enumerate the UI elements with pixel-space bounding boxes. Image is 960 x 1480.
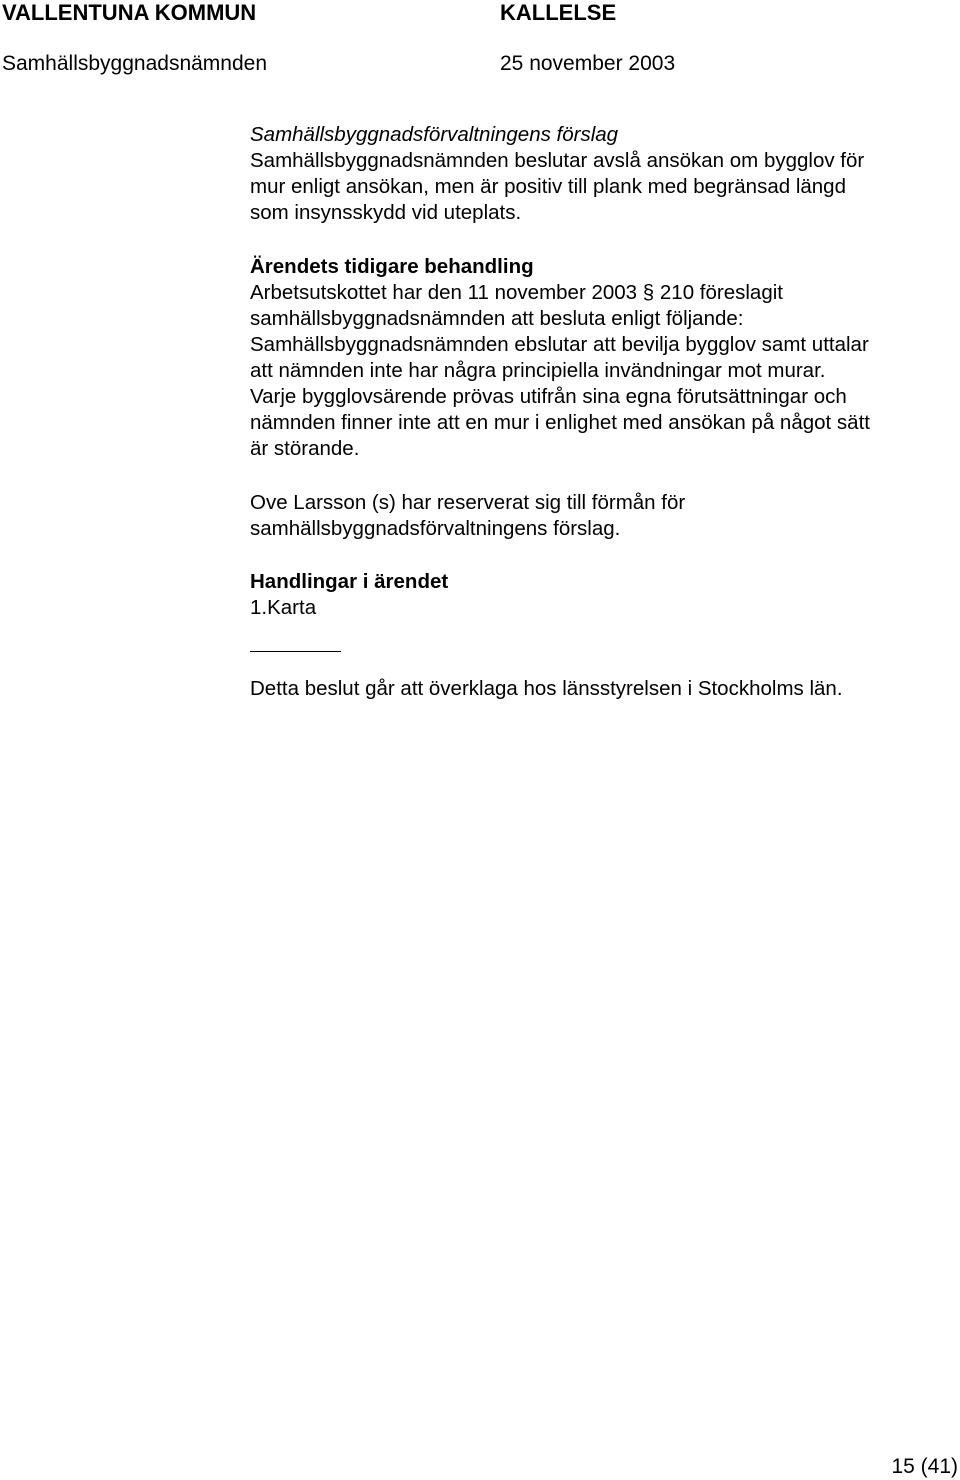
reservation-line: samhällsbyggnadsförvaltningens förslag. bbox=[250, 517, 621, 540]
proposal-line: som insynsskydd vid uteplats. bbox=[250, 201, 522, 224]
history-line1-start: Arbetsutskottet har den 11 november 2003 bbox=[250, 281, 638, 304]
committee-name: Samhällsbyggnadsnämnden bbox=[2, 52, 268, 75]
document-item: 1.Karta bbox=[250, 596, 317, 619]
proposal-section bbox=[250, 122, 950, 226]
proposal-line: mur enligt ansökan, men är positiv till plank med begränsad längd bbox=[250, 175, 846, 198]
separator-rule bbox=[250, 651, 341, 652]
proposal-heading: Samhällsbyggnadsförvaltningens förslag bbox=[250, 123, 619, 146]
document-type: KALLELSE bbox=[500, 0, 617, 25]
org-name: VALLENTUNA KOMMUN bbox=[2, 0, 257, 25]
history-line: Samhällsbyggnadsnämnden ebslutar att bevilja bygglov samt uttalar bbox=[250, 333, 869, 356]
history-line bbox=[250, 280, 950, 306]
documents-section bbox=[250, 569, 950, 621]
history-line1-end: 210 föreslagit bbox=[659, 281, 783, 304]
history-line: att nämnden inte har några principiella invändningar mot murar. bbox=[250, 359, 826, 382]
reservation-line: Ove Larsson (s) har reserverat sig till förmån för bbox=[250, 491, 686, 514]
history-heading: Ärendets tidigare behandling bbox=[250, 255, 534, 278]
history-line: nämnden finner inte att en mur i enlighet med ansökan på något sätt bbox=[250, 411, 870, 434]
appeal-section bbox=[250, 676, 950, 702]
history-section bbox=[250, 254, 950, 462]
meeting-date: 25 november 2003 bbox=[500, 52, 676, 75]
reservation-section bbox=[250, 490, 950, 542]
proposal-line: Samhällsbyggnadsnämnden beslutar avslå ansökan om bygglov för bbox=[250, 149, 865, 172]
history-line: är störande. bbox=[250, 437, 360, 460]
section-sign: § bbox=[642, 281, 655, 304]
appeal-text: Detta beslut går att överklaga hos länsstyrelsen i Stockholms län. bbox=[250, 677, 843, 700]
history-line: Varje bygglovsärende prövas utifrån sina egna förutsättningar och bbox=[250, 385, 847, 408]
history-line: samhällsbyggnadsnämnden att besluta enligt följande: bbox=[250, 307, 744, 330]
documents-heading: Handlingar i ärendet bbox=[250, 570, 449, 593]
page-number: 15 (41) bbox=[891, 1455, 958, 1478]
